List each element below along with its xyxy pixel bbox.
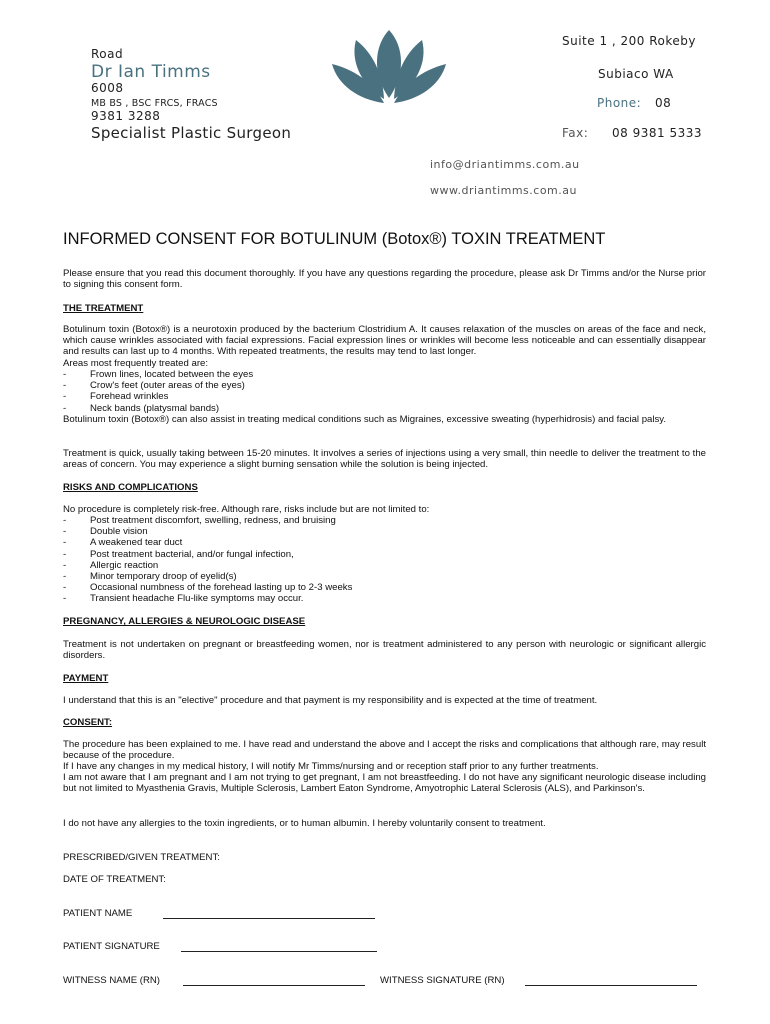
payment-text: I understand that this is an "elective" procedure and that payment is my responsibility and is expected at the time of treatment. xyxy=(63,695,598,706)
witness-name-label: WITNESS NAME (RN) xyxy=(63,975,161,986)
header-postcode: 6008 xyxy=(91,81,124,95)
patient-signature-field[interactable] xyxy=(181,951,377,952)
list-item: - A weakened tear duct xyxy=(63,537,183,549)
treatment-heading: THE TREATMENT xyxy=(63,303,144,314)
pregnancy-heading: PREGNANCY, ALLERGIES & NEUROLOGIC DISEASE xyxy=(63,616,306,627)
header-road: Road xyxy=(91,47,124,61)
consent-heading: CONSENT: xyxy=(63,717,113,728)
treatment-para-1: Botulinum toxin (Botox®) is a neurotoxin produced by the bacterium Clostridium A. It causes relaxation of the muscles on areas of the face and neck, which cause wrinkles associated with facial expressions. Facial expression lines or wrinkles will become less noticeable and can essentially disappear and results can last up to 4 months. With repeated treatments, the results may tend to last longer. xyxy=(63,324,706,358)
document-title: INFORMED CONSENT FOR BOTULINUM (Botox®) TOXIN TREATMENT xyxy=(63,230,606,248)
address-line: Suite 1 , 200 Rokeby xyxy=(562,34,697,48)
list-item: - Post treatment discomfort, swelling, redness, and bruising xyxy=(63,515,336,526)
risks-intro: No procedure is completely risk-free. Although rare, risks include but are not limited to: xyxy=(63,504,430,515)
list-item: - Allergic reaction xyxy=(63,559,159,571)
list-item: - Neck bands (platysmal bands) xyxy=(63,402,220,414)
prescribed-treatment-label: PRESCRIBED/GIVEN TREATMENT: xyxy=(63,852,220,863)
suburb: Subiaco WA xyxy=(598,67,674,81)
fax-label: Fax: xyxy=(562,126,589,140)
witness-signature-field[interactable] xyxy=(525,985,697,986)
phone-label: Phone: xyxy=(597,96,642,110)
treatment-para-2: Botulinum toxin (Botox®) can also assist in treating medical conditions such as Migraines, excessive sweating (hyperhidrosis) and facial palsy. xyxy=(63,414,667,425)
consent-para-1: The procedure has been explained to me. I have read and understand the above and I accept the risks and complications that although rare, may result because of the procedure. xyxy=(63,739,706,762)
payment-heading: PAYMENT xyxy=(63,673,109,684)
pregnancy-text: Treatment is not undertaken on pregnant or breastfeeding women, nor is treatment administered to any person with neurologic or significant allergic disorders. xyxy=(63,639,706,662)
fax-value: 08 9381 5333 xyxy=(612,126,702,140)
patient-name-field[interactable] xyxy=(163,918,375,919)
patient-name-label: PATIENT NAME xyxy=(63,908,133,919)
list-item: - Crow's feet (outer areas of the eyes) xyxy=(63,380,245,392)
witness-name-field[interactable] xyxy=(183,985,365,986)
phone-value: 08 xyxy=(655,96,672,110)
doctor-name: Dr Ian Timms xyxy=(91,62,211,82)
date-of-treatment-label: DATE OF TREATMENT: xyxy=(63,874,166,885)
consent-para-2: If I have any changes in my medical history, I will notify Mr Timms/nursing and or reception staff prior to any further treatments. xyxy=(63,761,599,772)
consent-para-3: I am not aware that I am pregnant and I am not trying to get pregnant, I am not breastfeeding. I do not have any significant neurologic disease including but not limited to Myasthenia Gravis, Multiple Sclerosis, Lambert Eaton Syndrome, Amyotrophic Lateral Sclerosis (ALS), and Parkinson's. xyxy=(63,772,706,795)
lotus-logo xyxy=(326,28,452,108)
list-item: - Transient headache Flu-like symptoms may occur. xyxy=(63,593,304,605)
list-item: - Occasional numbness of the forehead lasting up to 2-3 weeks xyxy=(63,582,353,594)
treatment-para-3: Treatment is quick, usually taking between 15-20 minutes. It involves a series of injections using a very small, thin needle to deliver the treatment to the areas of concern. You may experience a slight burning sensation while the solution is being injected. xyxy=(63,448,706,471)
list-item: - Forehead wrinkles xyxy=(63,391,169,403)
list-item: - Minor temporary droop of eyelid(s) xyxy=(63,571,237,583)
specialty: Specialist Plastic Surgeon xyxy=(91,124,292,142)
areas-intro: Areas most frequently treated are: xyxy=(63,358,209,369)
risks-heading: RISKS AND COMPLICATIONS xyxy=(63,482,198,493)
areas-list xyxy=(63,369,253,414)
consent-para-4: I do not have any allergies to the toxin ingredients, or to human albumin. I hereby voluntarily consent to treatment. xyxy=(63,818,546,829)
patient-signature-label: PATIENT SIGNATURE xyxy=(63,941,160,952)
email-link[interactable]: info@driantimms.com.au xyxy=(430,158,580,171)
website-link[interactable]: www.driantimms.com.au xyxy=(430,184,577,197)
list-item: - Post treatment bacterial, and/or fungal infection, xyxy=(63,548,294,560)
intro-text: Please ensure that you read this document thoroughly. If you have any questions regarding the procedure, please ask Dr Timms and/or the Nurse prior to signing this consent form. xyxy=(63,268,706,291)
list-item: - Double vision xyxy=(63,526,148,538)
qualifications: MB BS , BSC FRCS, FRACS xyxy=(91,98,218,109)
list-item: - Frown lines, located between the eyes xyxy=(63,369,254,380)
witness-signature-label: WITNESS SIGNATURE (RN) xyxy=(380,975,505,986)
risks-list xyxy=(63,515,352,605)
header-phone-short: 9381 3288 xyxy=(91,109,161,123)
